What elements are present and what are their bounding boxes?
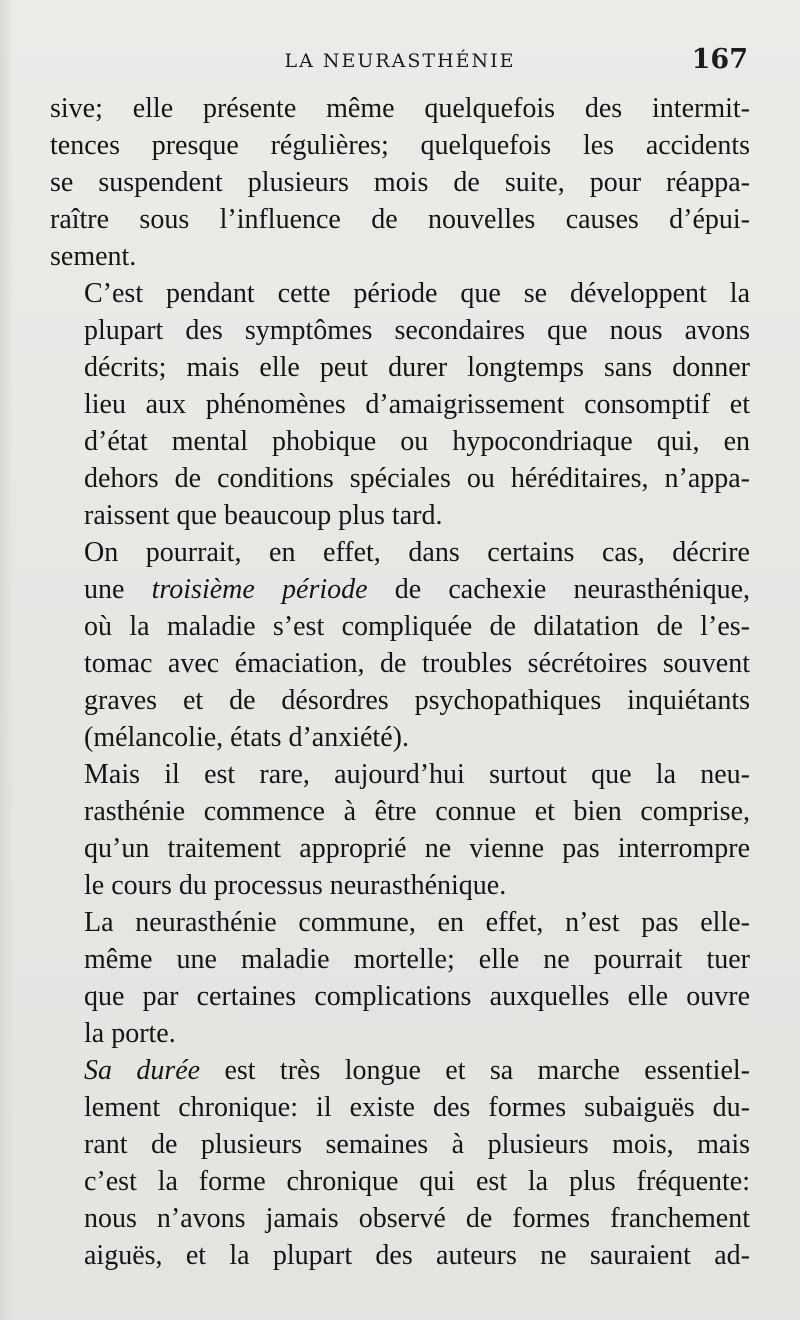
text-line: que par certaines complications auxquelles elle ouvre bbox=[84, 981, 750, 1012]
paragraph-6 bbox=[50, 1052, 750, 1274]
text-line: la porte. bbox=[84, 1018, 176, 1049]
text-line: dehors de conditions spéciales ou héréditaires, n’appa- bbox=[84, 463, 750, 494]
text-line: tomac avec émaciation, de troubles sécrétoires souvent bbox=[84, 648, 750, 679]
paragraph-3 bbox=[50, 534, 750, 756]
paragraph-2 bbox=[50, 275, 750, 534]
text-line: nous n’avons jamais observé de formes franchement bbox=[84, 1203, 750, 1234]
text-line: décrits; mais elle peut durer longtemps sans donner bbox=[84, 352, 750, 383]
emphasis-troisieme-periode: troisième période bbox=[151, 574, 368, 605]
text-line: lement chronique: il existe des formes subaiguës du- bbox=[84, 1092, 750, 1123]
text-line: C’est pendant cette période que se développent la bbox=[84, 278, 750, 309]
text-segment: une bbox=[84, 574, 152, 605]
text-line: se suspendent plusieurs mois de suite, pour réappa- bbox=[50, 167, 750, 198]
text-line: sement. bbox=[50, 241, 137, 272]
text-line: raissent que beaucoup plus tard. bbox=[84, 500, 443, 531]
text-line: d’état mental phobique ou hypocondriaque qui, en bbox=[84, 426, 750, 457]
text-line: La neurasthénie commune, en effet, n’est pas elle- bbox=[84, 907, 750, 938]
text-line: plupart des symptômes secondaires que nous avons bbox=[84, 315, 750, 346]
text-line: graves et de désordres psychopathiques inquiétants bbox=[84, 685, 750, 716]
text-line: rasthénie commence à être connue et bien comprise, bbox=[84, 796, 750, 827]
text-line: c’est la forme chronique qui est la plus fréquente: bbox=[84, 1166, 750, 1197]
page-header bbox=[50, 46, 750, 80]
page-number: 167 bbox=[691, 44, 748, 75]
text-line: tences presque régulières; quelquefois les accidents bbox=[50, 130, 750, 161]
paragraph-1 bbox=[50, 90, 750, 275]
text-line: rant de plusieurs semaines à plusieurs mois, mais bbox=[84, 1129, 750, 1160]
text-line-with-emphasis bbox=[50, 1052, 750, 1089]
text-segment: de cachexie neurasthénique, bbox=[367, 574, 750, 605]
text-line-with-emphasis bbox=[50, 571, 750, 608]
emphasis-sa-duree: Sa durée bbox=[84, 1055, 201, 1086]
text-line: aiguës, et la plupart des auteurs ne sauraient ad- bbox=[84, 1240, 750, 1271]
text-line: Mais il est rare, aujourd’hui surtout que la neu- bbox=[84, 759, 750, 790]
text-line: (mélancolie, états d’anxiété). bbox=[84, 722, 409, 753]
running-title: LA NEURASTHÉNIE bbox=[284, 50, 516, 72]
body-text bbox=[50, 90, 750, 1274]
text-line: qu’un traitement approprié ne vienne pas interrompre bbox=[84, 833, 750, 864]
text-line: raître sous l’influence de nouvelles causes d’épui- bbox=[50, 204, 750, 235]
paragraph-5 bbox=[50, 904, 750, 1052]
text-line: lieu aux phénomènes d’amaigrissement consomptif et bbox=[84, 389, 750, 420]
paragraph-4 bbox=[50, 756, 750, 904]
text-segment: est très longue et sa marche essentiel- bbox=[200, 1055, 750, 1086]
text-line: sive; elle présente même quelquefois des intermit- bbox=[50, 93, 750, 124]
text-line: On pourrait, en effet, dans certains cas, décrire bbox=[84, 537, 750, 568]
text-line: le cours du processus neurasthénique. bbox=[84, 870, 507, 901]
text-line: même une maladie mortelle; elle ne pourrait tuer bbox=[84, 944, 750, 975]
text-line: où la maladie s’est compliquée de dilatation de l’es- bbox=[84, 611, 750, 642]
